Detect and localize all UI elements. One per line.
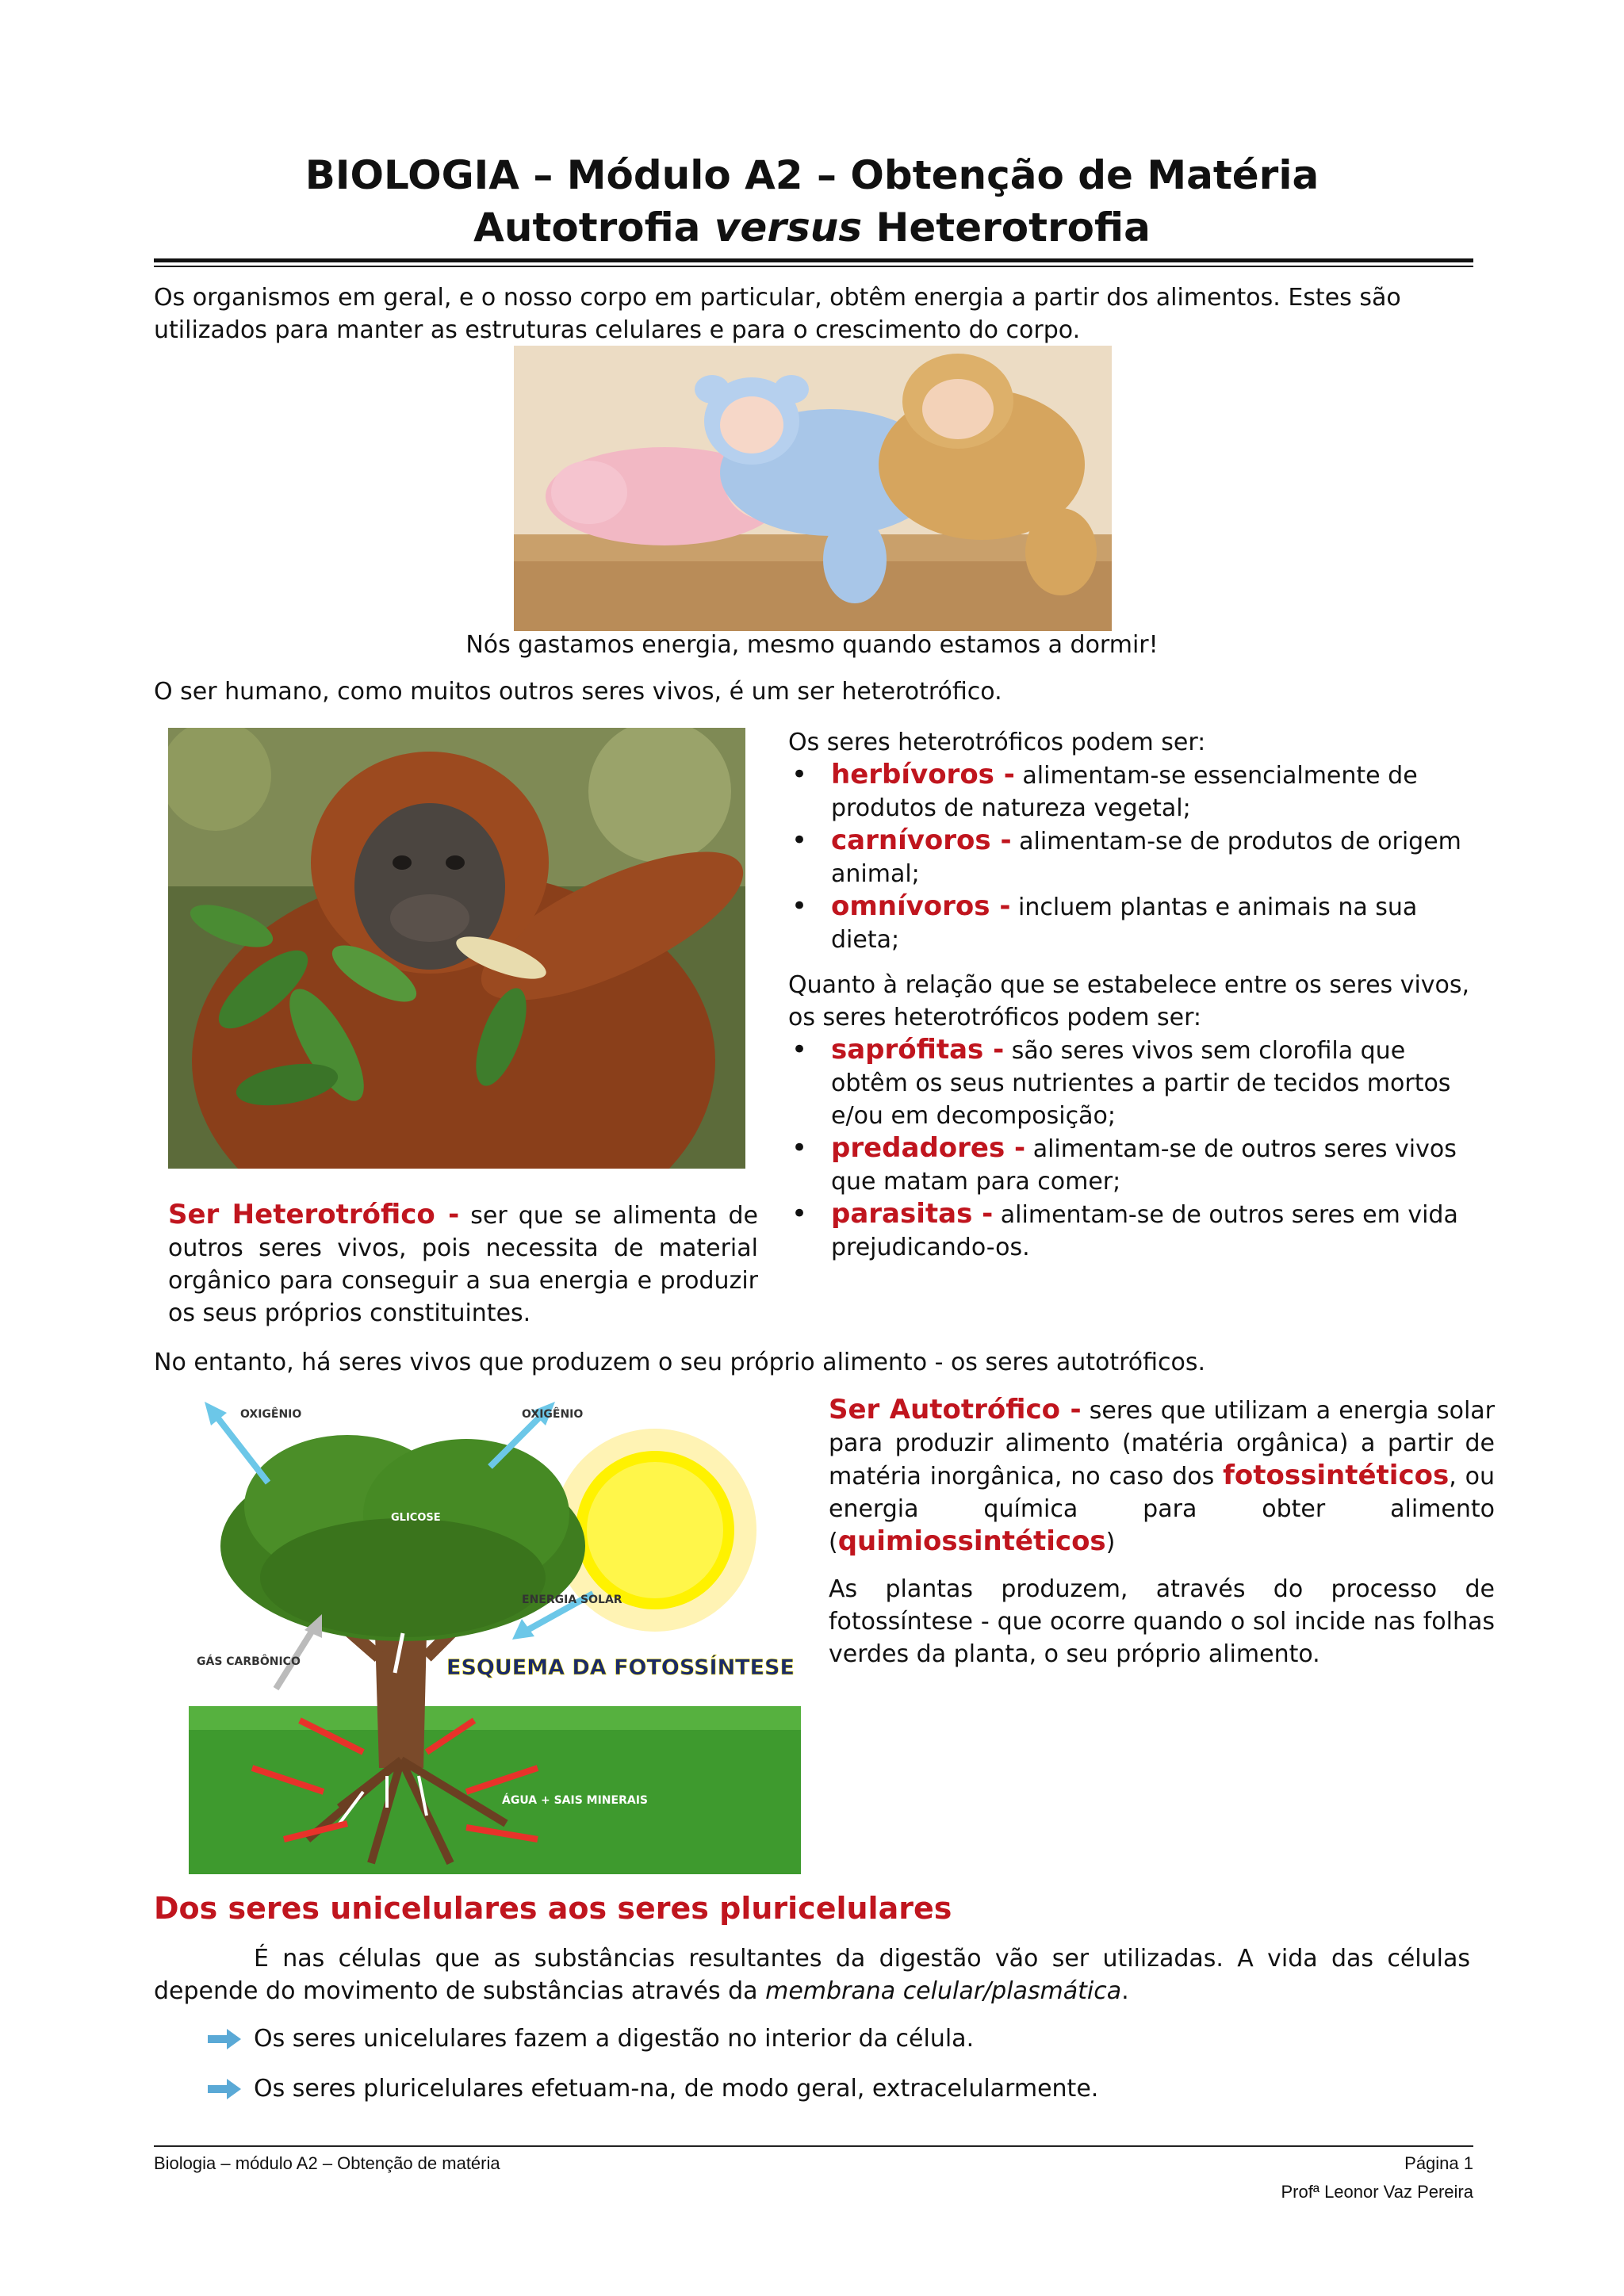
diet-types-list bbox=[788, 759, 1486, 956]
diagram-label: OXIGÊNIO bbox=[240, 1408, 302, 1421]
heterotroph-statement: O ser humano, como muitos outros seres vivos, é um ser heterotrófico. bbox=[154, 678, 1002, 706]
sleeping-babies-photo bbox=[514, 346, 1112, 631]
autotroph-statement: No entanto, há seres vivos que produzem o seu próprio alimento - os seres autotróficos. bbox=[154, 1349, 1206, 1376]
footer-document-title: Biologia – módulo A2 – Obtenção de matéria bbox=[154, 2153, 500, 2173]
intro-paragraph: Os organismos em geral, e o nosso corpo em particular, obtêm energia a partir dos alimentos. Estes são utilizados para manter as estruturas celulares e para o crescimento do corpo. bbox=[154, 284, 1401, 344]
title-rule-thick bbox=[154, 258, 1473, 262]
diagram-label: ÁGUA + SAIS MINERAIS bbox=[502, 1794, 648, 1807]
list-item: • omnívoros - incluem plantas e animais na sua dieta; bbox=[788, 890, 1486, 956]
list-item: • parasitas - alimentam-se de outros seres em vida prejudicando-os. bbox=[788, 1198, 1486, 1264]
footer-author: Profª Leonor Vaz Pereira bbox=[1281, 2182, 1473, 2202]
diagram-label: ENERGIA SOLAR bbox=[522, 1594, 622, 1606]
babies-caption: Nós gastamos energia, mesmo quando estamos a dormir! bbox=[465, 631, 1159, 659]
list-item: • saprófitas - são seres vivos sem clorofila que obtêm os seus nutrientes a partir de tecidos mortos e/ou em decomposição; bbox=[788, 1034, 1486, 1132]
diagram-label: GÁS CARBÔNICO bbox=[197, 1655, 301, 1668]
plants-paragraph: As plantas produzem, através do processo de fotossíntese - que ocorre quando o sol incide nas folhas verdes da planta, o seu próprio alimento. bbox=[829, 1575, 1495, 1668]
list-item: • predadores - alimentam-se de outros seres vivos que matam para comer; bbox=[788, 1132, 1486, 1198]
arrow-right-icon bbox=[208, 2029, 241, 2049]
arrow-bullet-item: Os seres pluricelulares efetuam-na, de modo geral, extracelularmente. bbox=[208, 2072, 1098, 2105]
cells-paragraph: É nas células que as substâncias resultantes da digestão vão ser utilizadas. A vida das células depende do movimento de substâncias através da membrana celular/plasmática. bbox=[154, 1945, 1470, 2005]
section-title: Dos seres unicelulares aos seres pluricelulares bbox=[154, 1891, 952, 1926]
list-item: • carnívoros - alimentam-se de produtos de origem animal; bbox=[788, 825, 1486, 890]
page-subtitle: Autotrofia versus Heterotrofia bbox=[473, 205, 1151, 251]
list-item: • herbívoros - alimentam-se essencialmente de produtos de natureza vegetal; bbox=[788, 759, 1486, 825]
arrow-right-icon bbox=[208, 2079, 241, 2099]
heterotroph-definition: Ser Heterotrófico - ser que se alimenta de outros seres vivos, pois necessita de material orgânico para conseguir a sua energia e produzir os seus próprios constituintes. bbox=[168, 1199, 758, 1327]
relation-types-list bbox=[788, 1034, 1486, 1264]
autotroph-definition: Ser Autotrófico - seres que utilizam a energia solar para produzir alimento (matéria orgânica) a partir de matéria inorgânica, no caso dos fotossintéticos, ou energia química para obter alimento (quimiossintéticos) As plantas produzem, através do processo de fotossíntese - que ocorre quando o sol incide nas folhas verdes da planta, o seu próprio alimento. bbox=[829, 1394, 1495, 1670]
photosynthesis-diagram bbox=[189, 1395, 801, 1874]
orangutan-photo bbox=[168, 728, 745, 1169]
diagram-label: GLICOSE bbox=[391, 1512, 441, 1524]
heterotroph-types bbox=[788, 726, 1486, 1264]
arrow-bullet-item: Os seres unicelulares fazem a digestão no interior da célula. bbox=[208, 2022, 974, 2055]
title-rule-thin bbox=[154, 266, 1473, 267]
diet-types-intro: Os seres heterotróficos podem ser: bbox=[788, 729, 1206, 756]
diagram-label: OXIGÊNIO bbox=[522, 1408, 584, 1421]
page-title: BIOLOGIA – Módulo A2 – Obtenção de Matéria bbox=[304, 152, 1320, 198]
relation-types-intro: Quanto à relação que se estabelece entre os seres vivos, os seres heterotróficos podem ser: bbox=[788, 971, 1470, 1031]
footer-rule bbox=[154, 2145, 1473, 2147]
diagram-title: ESQUEMA DA FOTOSSÍNTESE bbox=[446, 1655, 795, 1680]
footer-page-number: Página 1 bbox=[1404, 2153, 1473, 2173]
